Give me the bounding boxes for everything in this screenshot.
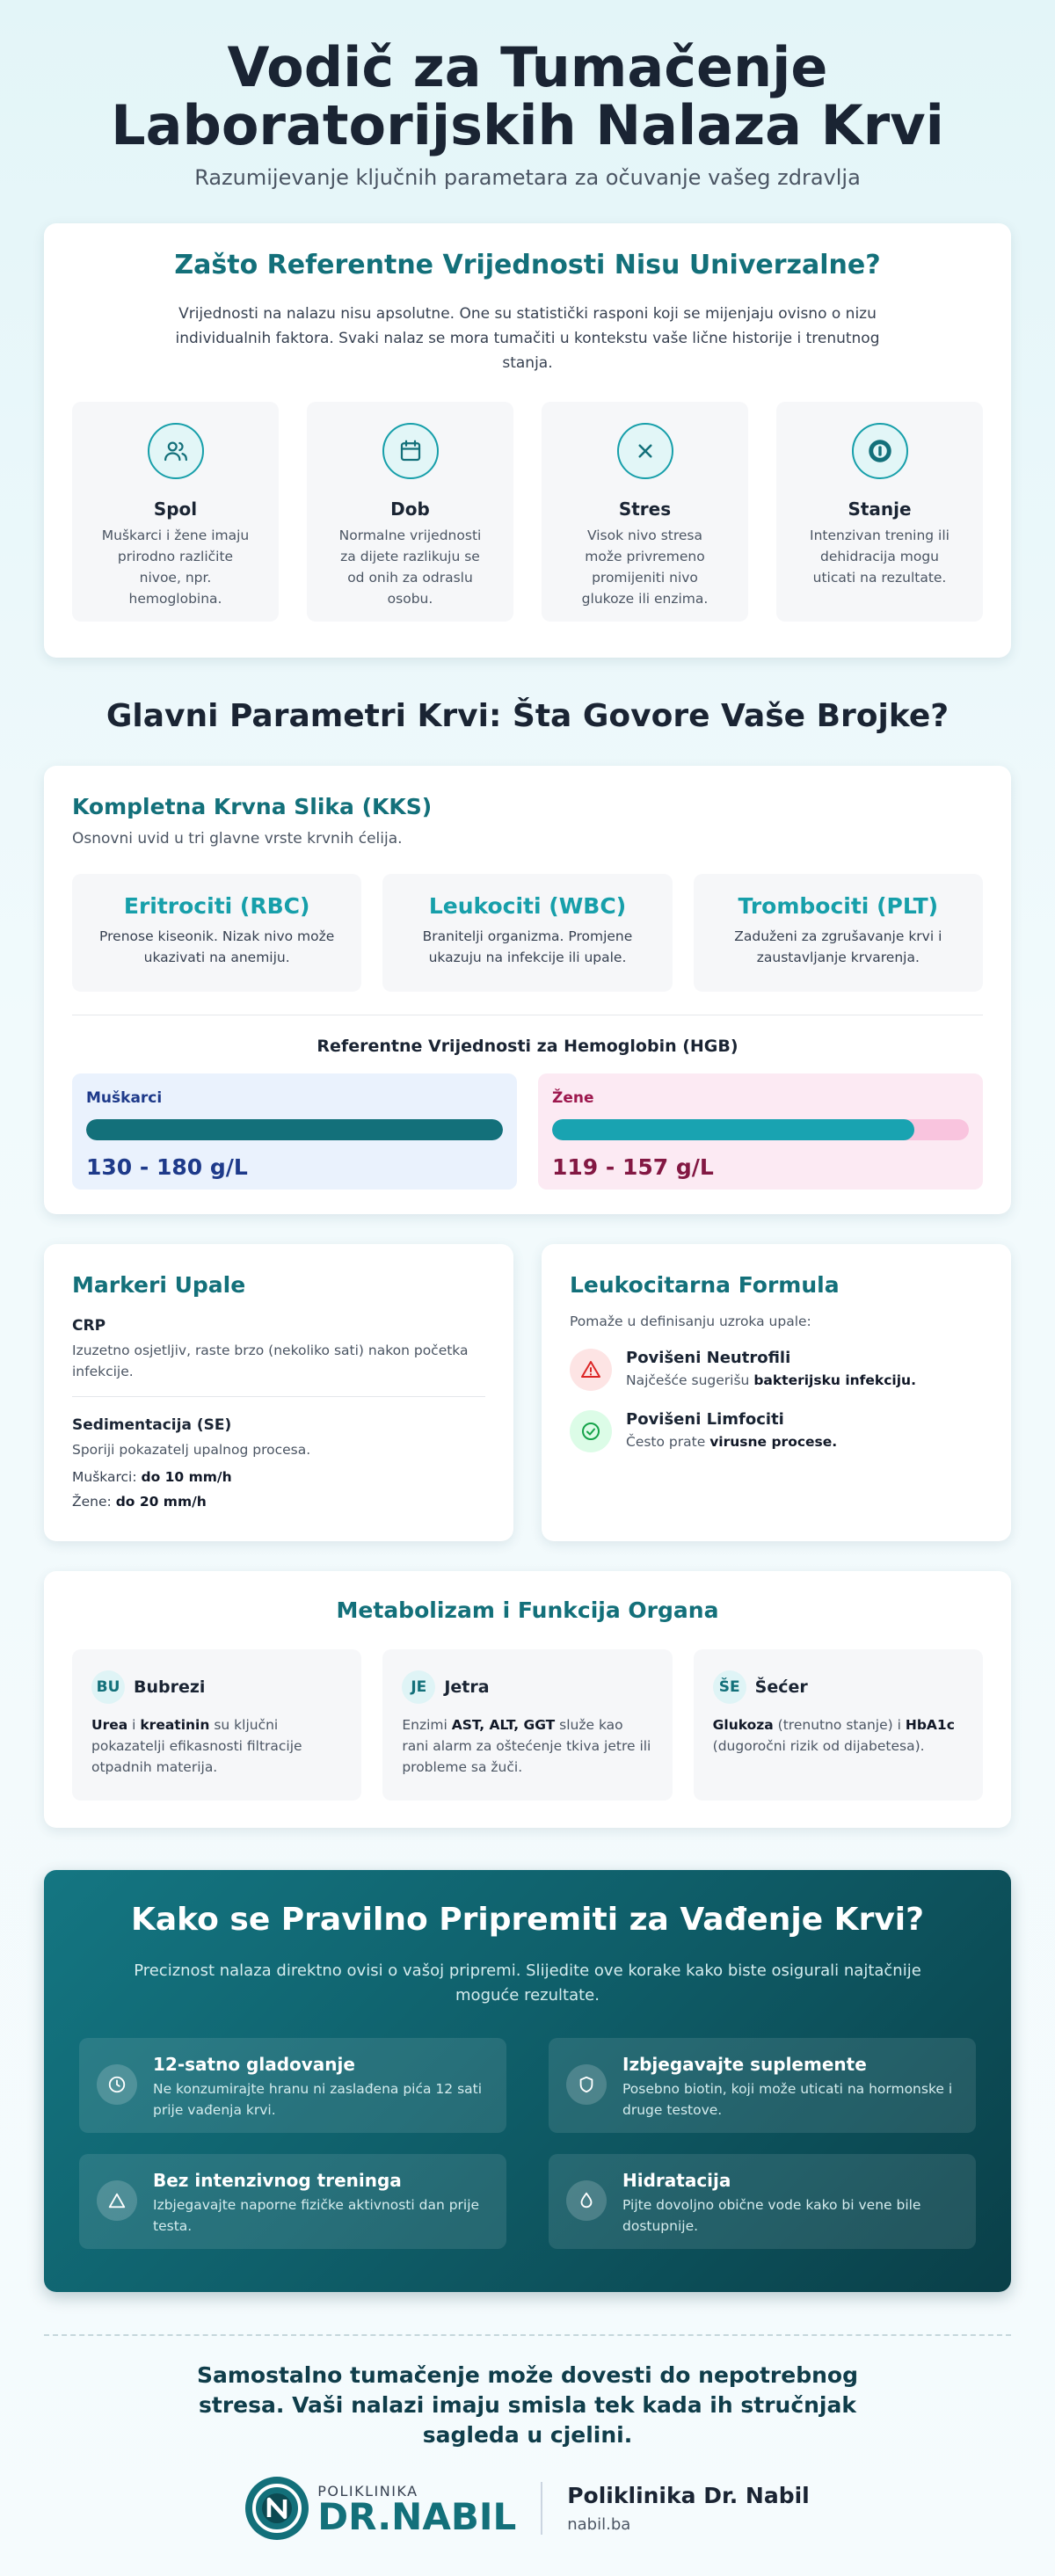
cell-types: [72, 874, 983, 992]
divider: [72, 1396, 485, 1397]
closing-statement: Samostalno tumačenje može dovesti do nepotrebnog stresa. Vaši nalazi imaju smisla tek kada ih stručnjak sagleda u cjelini.: [197, 2362, 858, 2448]
divider: [541, 2482, 542, 2535]
organ-desc-text: služe kao rani alarm za oštećenje tkiva jetre ili probleme sa žuči.: [402, 1717, 651, 1775]
logo-text-big: DR.NABIL: [317, 2494, 517, 2538]
hgb-women-label: Žene: [552, 1089, 594, 1107]
alert-circle-icon: [852, 423, 908, 479]
page-title: [44, 35, 1011, 157]
lymphocytes-desc-text: Često prate: [626, 1434, 710, 1450]
hgb-women-bar-fill: [552, 1119, 914, 1140]
step-desc: Ne konzumirajte hranu ni zaslađena pića 12 sati prije vađenja krvi.: [153, 2081, 483, 2118]
cell-card-rbc: [72, 874, 361, 992]
title-line-1: Vodič za Tumačenje: [227, 35, 828, 99]
organ-desc-text: su ključni pokazatelji efikasnosti filtracije otpadnih materija.: [91, 1717, 302, 1775]
step-title: Bez intenzivnog treninga: [153, 2170, 402, 2191]
clinic-logo[interactable]: [245, 2477, 516, 2540]
leukocyte-title: Leukocitarna Formula: [570, 1272, 840, 1298]
neutrophils-title: Povišeni Neutrofili: [626, 1349, 791, 1367]
step-title: Hidratacija: [622, 2170, 731, 2191]
cbc-card: [44, 766, 1011, 1214]
factor-text: Normalne vrijednosti za dijete razlikuju se od onih za odraslu osobu.: [338, 528, 482, 607]
step-desc: Izbjegavajte naporne fizičke aktivnosti dan prije testa.: [153, 2197, 480, 2234]
cbc-title: Kompletna Krvna Slika (KKS): [72, 794, 433, 819]
clock-icon: [97, 2064, 137, 2105]
lymphocytes-desc: [626, 1434, 837, 1450]
droplet-icon: [566, 2180, 607, 2221]
organ-badge: JE: [402, 1670, 435, 1704]
se-men-row: [72, 1469, 485, 1485]
metabolism-title: Metabolizam i Funkcija Organa: [336, 1597, 719, 1623]
step-desc: Pijte dovoljno obične vode kako bi vene bile dostupnije.: [622, 2197, 921, 2234]
lymphocytes-item: [570, 1410, 983, 1452]
two-column-row: [44, 1244, 1011, 1541]
organ-desc-bold: AST, ALT, GGT: [451, 1717, 556, 1733]
preparation-panel: [44, 1870, 1011, 2292]
reference-values-intro: Vrijednosti na nalazu nisu apsolutne. One su statistički rasponi koji se mijenjaju ovisno o nizu individualnih faktora. Svaki nalaz se mora tumačiti u kontekstu vaše lične historije i trenutnog stanja.: [175, 305, 880, 372]
preparation-title: Kako se Pravilno Pripremiti za Vađenje Krvi?: [130, 1902, 925, 1938]
factor-title: Spol: [153, 498, 198, 520]
se-women-label: Žene:: [72, 1494, 112, 1510]
preparation-steps: [79, 2038, 976, 2249]
hgb-men-panel: [72, 1073, 517, 1190]
crp-desc: Izuzetno osjetljiv, raste brzo (nekoliko sati) nakon početka infekcije.: [72, 1343, 469, 1379]
factor-text: Muškarci i žene imaju prirodno različite nivoe, npr. hemoglobina.: [101, 528, 250, 607]
factor-card-condition: [776, 402, 983, 622]
se-women-row: [72, 1494, 485, 1510]
reference-values-card: [44, 223, 1011, 658]
step-desc: Posebno biotin, koji može uticati na hormonske i druge testove.: [622, 2081, 953, 2118]
x-icon: [617, 423, 673, 479]
cell-card-plt: [694, 874, 983, 992]
page-subtitle: Razumijevanje ključnih parametara za očuvanje vašeg zdravlja: [194, 165, 861, 190]
hgb-men-label: Muškarci: [86, 1089, 163, 1107]
hgb-women-value: 119 - 157 g/L: [552, 1154, 714, 1180]
factor-card-age: [307, 402, 513, 622]
cell-card-wbc: [382, 874, 672, 992]
hgb-women-panel: [538, 1073, 983, 1190]
factor-card-sex: [72, 402, 279, 622]
organs-list: [72, 1649, 983, 1801]
logo-text-small: POLIKLINIKA: [317, 2482, 418, 2500]
se-men-label: Muškarci:: [72, 1469, 137, 1485]
preparation-intro: Preciznost nalaza direktno ovisi o vašoj pripremi. Slijedite ove korake kako biste osigurali najtačnije moguće rezultate.: [134, 1961, 921, 2005]
neutrophils-desc-bold: bakterijsku infekciju.: [753, 1372, 916, 1388]
header: [44, 0, 1011, 190]
clinic-name: Poliklinika Dr. Nabil: [567, 2483, 810, 2508]
neutrophils-desc-text: Najčešće sugerišu: [626, 1372, 754, 1388]
step-hydration: [549, 2154, 976, 2249]
organ-desc-text: i: [127, 1717, 141, 1733]
lymphocytes-title: Povišeni Limfociti: [626, 1410, 784, 1429]
factor-title: Stres: [618, 498, 672, 520]
factor-text: Intenzivan trening ili dehidracija mogu uticati na rezultate.: [810, 528, 950, 586]
neutrophils-item: [570, 1349, 983, 1391]
step-training: [79, 2154, 506, 2249]
factors-list: [72, 402, 983, 622]
organ-desc: [91, 1714, 342, 1778]
organ-desc-text: Enzimi: [402, 1717, 452, 1733]
organ-card-sugar: [694, 1649, 983, 1801]
title-line-2: Laboratorijskih Nalaza Krvi: [111, 93, 944, 157]
cell-title: Trombociti (PLT): [738, 893, 939, 919]
lymphocytes-desc-bold: virusne procese.: [709, 1434, 838, 1450]
se-name: Sedimentacija (SE): [72, 1416, 232, 1434]
organ-desc-bold: HbA1c: [905, 1717, 955, 1733]
calendar-icon: [382, 423, 439, 479]
cell-title: Leukociti (WBC): [428, 893, 627, 919]
clinic-url-link[interactable]: nabil.ba: [567, 2515, 631, 2534]
organ-card-kidneys: [72, 1649, 361, 1801]
reference-values-title: Zašto Referentne Vrijednosti Nisu Univerzalne?: [174, 250, 881, 280]
cbc-lead: Osnovni uvid u tri glavne vrste krvnih ćelija.: [72, 830, 403, 848]
step-title: 12-satno gladovanje: [153, 2054, 355, 2075]
step-title: Izbjegavajte suplemente: [622, 2054, 867, 2075]
hgb-women-bar: [552, 1119, 969, 1140]
logo-mark-icon: [245, 2477, 309, 2540]
step-supplements: [549, 2038, 976, 2133]
se-desc: Sporiji pokazatelj upalnog procesa.: [72, 1442, 311, 1458]
organ-badge: ŠE: [713, 1670, 746, 1704]
organ-desc: [713, 1714, 964, 1757]
leukocyte-intro: Pomaže u definisanju uzroka upale:: [570, 1313, 811, 1329]
organ-name: Jetra: [444, 1677, 490, 1697]
se-men-value: do 10 mm/h: [141, 1469, 232, 1485]
organ-card-liver: [382, 1649, 672, 1801]
hgb-ranges: [72, 1073, 983, 1190]
factor-title: Dob: [390, 498, 430, 520]
organ-name: Bubrezi: [134, 1677, 206, 1697]
organ-badge: BU: [91, 1670, 125, 1704]
leukocyte-formula-card: [542, 1244, 1011, 1541]
cell-text: Branitelji organizma. Promjene ukazuju na infekcije ili upale.: [422, 928, 633, 965]
shield-icon: [566, 2064, 607, 2105]
organ-name: Šećer: [754, 1677, 808, 1697]
organ-desc-text: (trenutno stanje) i: [773, 1717, 906, 1733]
organ-desc: [402, 1714, 652, 1778]
factor-title: Stanje: [848, 498, 912, 520]
cell-title: Eritrociti (RBC): [123, 893, 310, 919]
params-heading: Glavni Parametri Krvi: Šta Govore Vaše Brojke?: [106, 698, 950, 734]
neutrophils-desc: [626, 1372, 916, 1388]
crp-name: CRP: [72, 1317, 106, 1335]
factor-card-stress: [542, 402, 748, 622]
inflammation-card: [44, 1244, 513, 1541]
factor-text: Visok nivo stresa može privremeno promijeniti nivo glukoze ili enzima.: [581, 528, 709, 607]
brand-block: [44, 2477, 1011, 2540]
inflammation-title: Markeri Upale: [72, 1272, 246, 1298]
organ-desc-text: (dugoročni rizik od dijabetesa).: [712, 1738, 925, 1754]
cell-text: Prenose kiseonik. Nizak nivo može ukazivati na anemiju.: [99, 928, 335, 965]
se-women-value: do 20 mm/h: [115, 1494, 207, 1510]
hgb-men-bar: [86, 1119, 503, 1140]
warning-icon: [570, 1349, 612, 1391]
footer-divider: [44, 2334, 1011, 2336]
check-circle-icon: [570, 1410, 612, 1452]
organ-desc-bold: Urea: [91, 1717, 128, 1733]
hgb-men-bar-fill: [86, 1119, 503, 1140]
triangle-icon: [97, 2180, 137, 2221]
step-fasting: [79, 2038, 506, 2133]
metabolism-card: [44, 1571, 1011, 1828]
users-icon: [148, 423, 204, 479]
organ-desc-bold: kreatinin: [140, 1717, 210, 1733]
organ-desc-bold: Glukoza: [712, 1717, 774, 1733]
hgb-men-value: 130 - 180 g/L: [86, 1154, 248, 1180]
cell-text: Zaduženi za zgrušavanje krvi i zaustavljanje krvarenja.: [734, 928, 942, 965]
hgb-title: Referentne Vrijednosti za Hemoglobin (HGB): [316, 1037, 738, 1056]
